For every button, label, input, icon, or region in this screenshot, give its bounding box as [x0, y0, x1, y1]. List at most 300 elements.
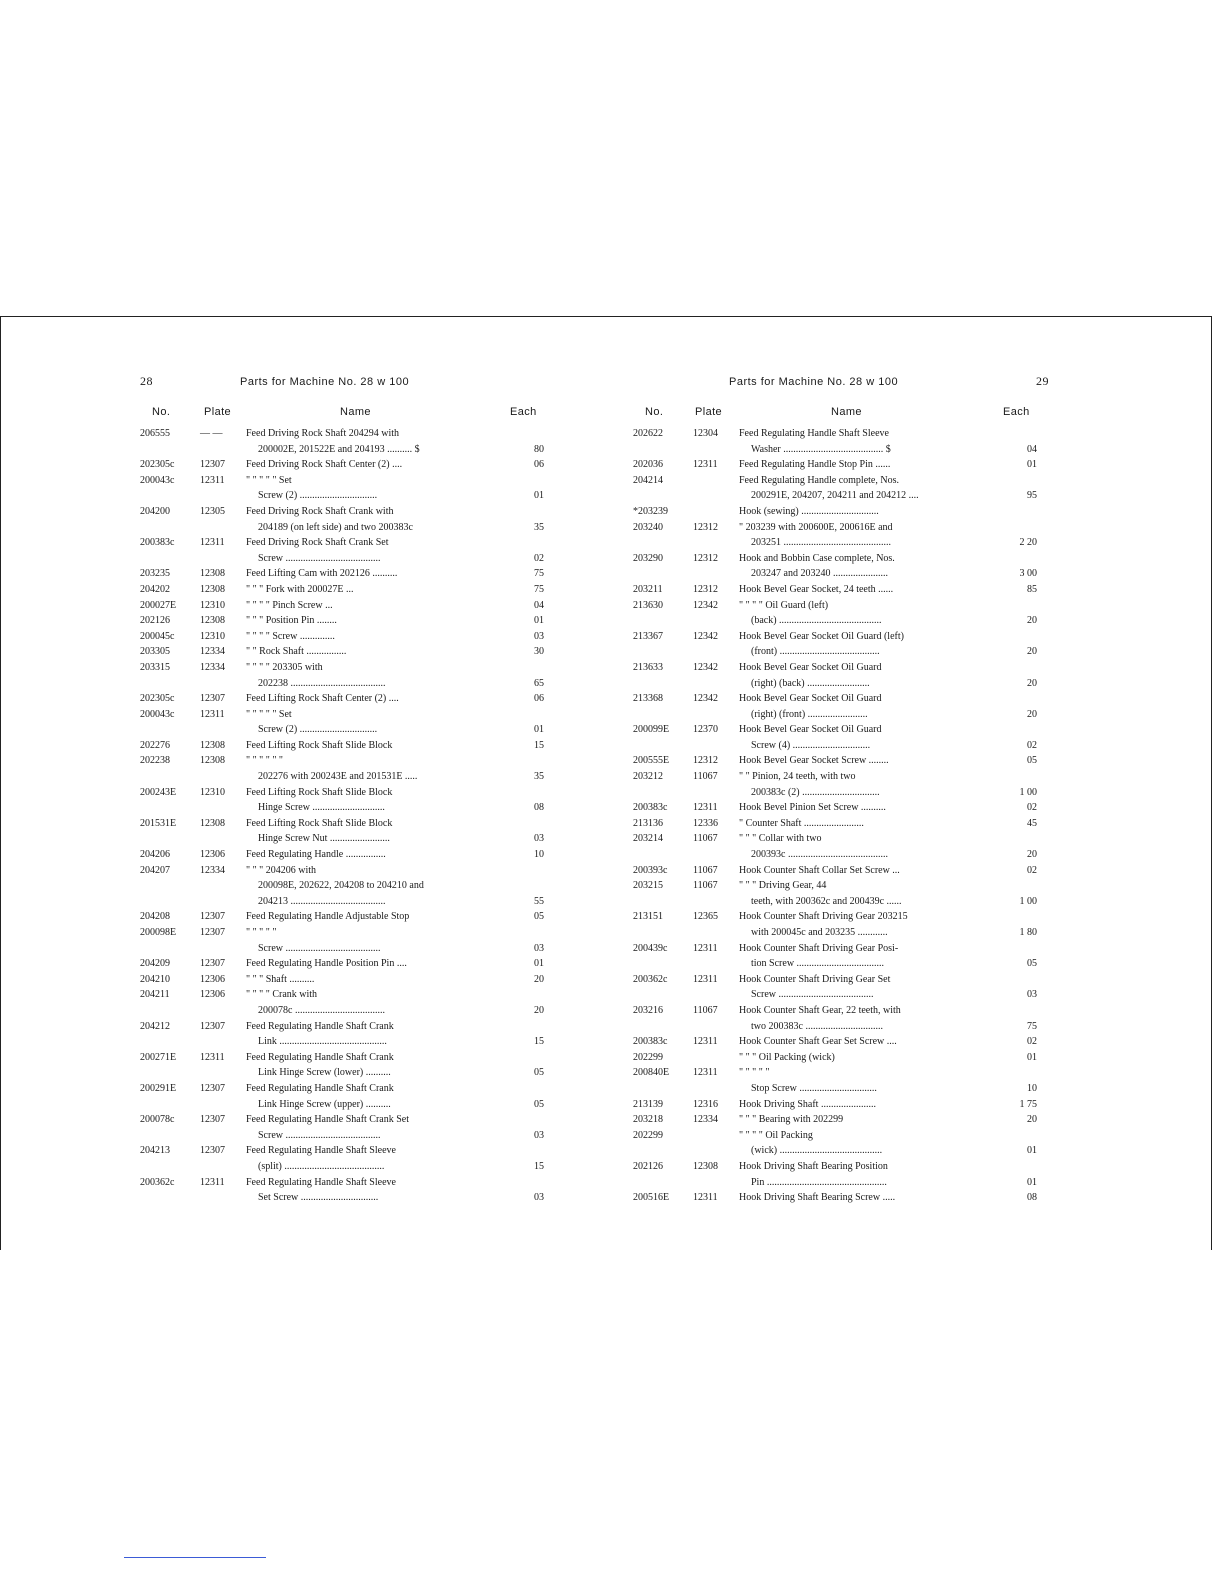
part-name-line: " " " " " — [739, 1067, 770, 1079]
part-name — [739, 909, 995, 940]
part-number: 200439c — [633, 942, 668, 954]
table-row — [140, 582, 548, 598]
part-name — [739, 629, 995, 660]
part-name-line: (wick) ......................................... — [751, 1145, 883, 1157]
price-value: 85 — [1027, 583, 1037, 595]
part-name-line: " " " " Oil Packing — [739, 1129, 813, 1141]
part-number: 202126 — [633, 1160, 663, 1172]
part-name-line: Feed Driving Rock Shaft 204294 with — [246, 428, 400, 439]
header-no: No. — [645, 406, 664, 418]
table-row — [633, 1128, 1041, 1159]
price-each — [502, 473, 548, 504]
part-number: 213367 — [633, 630, 663, 642]
part-name-line: Hook Bevel Gear Socket Oil Guard — [739, 693, 882, 705]
part-number: 202305c — [140, 693, 175, 705]
page-number: 28 — [140, 374, 153, 388]
part-name-line: 204189 (on left side) and two 200383c — [258, 521, 413, 533]
part-number: 200393c — [633, 864, 668, 876]
part-number: 200516E — [633, 1192, 670, 1204]
part-number: 204213 — [140, 1145, 170, 1157]
plate-number: 12304 — [693, 428, 718, 439]
price-each — [995, 1050, 1041, 1066]
part-name-line: Feed Lifting Cam with 202126 .......... — [246, 568, 398, 580]
price-each — [502, 582, 548, 598]
plate-number: 11067 — [693, 771, 718, 783]
part-name-line: (front) ........................................ — [751, 646, 880, 658]
price-each — [502, 691, 548, 707]
plate-number — [693, 504, 739, 520]
price-each — [502, 629, 548, 645]
part-name-line: Link ........................................... — [258, 1036, 387, 1048]
part-number: 204208 — [140, 911, 170, 923]
part-number: 200243E — [140, 786, 177, 798]
part-number: 213136 — [633, 817, 663, 829]
price-each — [995, 598, 1041, 629]
price-value: 03 — [1027, 989, 1037, 1001]
part-name-line: " " " Shaft .......... — [246, 973, 315, 985]
part-number: 213139 — [633, 1098, 663, 1110]
table-row — [633, 457, 1041, 473]
part-name-line: Hinge Screw Nut ........................ — [258, 833, 390, 845]
price-value: 03 — [534, 1192, 544, 1204]
plate-number: 12311 — [693, 1192, 718, 1204]
plate-number: — — — [200, 428, 223, 439]
price-each — [995, 909, 1041, 940]
part-name-line: " " " " " " — [246, 755, 283, 767]
price-each — [502, 598, 548, 614]
table-row — [633, 426, 1041, 457]
column-headers — [633, 406, 1041, 426]
part-name — [246, 972, 502, 988]
table-row — [633, 1159, 1041, 1190]
price-each — [995, 816, 1041, 832]
part-name — [246, 909, 502, 925]
part-number: 200362c — [633, 973, 668, 985]
part-name — [246, 987, 502, 1018]
part-name-line: Hook Driving Shaft Bearing Position — [739, 1160, 888, 1172]
header-plate: Plate — [204, 406, 232, 418]
plate-number: 12310 — [200, 786, 225, 798]
table-row — [633, 1097, 1041, 1113]
part-number: 204206 — [140, 849, 170, 861]
price-each — [995, 1128, 1041, 1159]
table-row — [140, 644, 548, 660]
price-each — [995, 972, 1041, 1003]
price-each — [995, 520, 1041, 551]
part-name — [739, 520, 995, 551]
part-name-line: Screw ...................................... — [751, 989, 874, 1001]
price-value: 95 — [1027, 490, 1037, 502]
part-number: 200043c — [140, 708, 175, 720]
part-name-line: tion Screw ................................... — [751, 958, 885, 970]
table-row — [633, 691, 1041, 722]
price-each — [995, 1159, 1041, 1190]
part-name-line: " " " 204206 with — [246, 864, 317, 876]
part-name — [246, 1050, 502, 1081]
price-value: 01 — [1027, 1051, 1037, 1063]
price-value: 03 — [534, 630, 544, 642]
part-number: 200362c — [140, 1176, 175, 1188]
part-name-line: Feed Driving Rock Shaft Crank with — [246, 505, 394, 517]
part-number: 200840E — [633, 1067, 670, 1079]
part-name-line: 202238 ...................................... — [258, 677, 386, 689]
price-each — [995, 800, 1041, 816]
part-name-line: " " Pinion, 24 teeth, with two — [739, 771, 856, 783]
part-name-line: Feed Regulating Handle Shaft Crank Set — [246, 1114, 410, 1126]
price-each — [995, 582, 1041, 598]
part-name — [739, 753, 995, 769]
price-value: 20 — [1027, 646, 1037, 658]
part-number: 200383c — [633, 1036, 668, 1048]
part-name — [246, 457, 502, 473]
part-name-line: Feed Regulating Handle Shaft Crank — [246, 1020, 394, 1032]
table-row — [140, 738, 548, 754]
price-each — [995, 1097, 1041, 1113]
part-name — [739, 598, 995, 629]
plate-number: 12307 — [200, 911, 225, 923]
price-value: 05 — [534, 1098, 544, 1110]
plate-number: 12310 — [200, 630, 225, 642]
price-value: 55 — [534, 895, 544, 907]
price-value: 20 — [1027, 849, 1037, 861]
table-row — [633, 800, 1041, 816]
plate-number: 12311 — [693, 1067, 718, 1079]
price-value: 10 — [1027, 1082, 1037, 1094]
part-name-line: " " " Bearing with 202299 — [739, 1114, 844, 1126]
price-value: 01 — [1027, 1176, 1037, 1188]
part-number: 203214 — [633, 833, 663, 845]
price-value: 15 — [534, 1160, 544, 1172]
price-each — [502, 1081, 548, 1112]
part-name-line: (right) (front) ........................ — [751, 708, 868, 720]
price-value: 15 — [534, 739, 544, 751]
part-name-line: two 200383c ............................... — [751, 1020, 883, 1032]
part-name — [246, 566, 502, 582]
table-row — [633, 1003, 1041, 1034]
plate-number: 12312 — [693, 755, 718, 767]
price-each — [995, 426, 1041, 457]
part-number: 204211 — [140, 989, 170, 1001]
page-border-right — [1211, 316, 1212, 1250]
table-row — [140, 925, 548, 956]
table-row — [140, 1175, 548, 1206]
table-row — [633, 878, 1041, 909]
part-number: 203216 — [633, 1004, 663, 1016]
page-border-top — [0, 316, 1212, 317]
part-number: 203212 — [633, 771, 663, 783]
part-name — [246, 473, 502, 504]
part-number: 202299 — [633, 1129, 663, 1141]
part-name-line: with 200045c and 203235 ............ — [751, 927, 888, 938]
part-name-line: Screw (4) ............................... — [751, 739, 871, 751]
price-value: 02 — [534, 552, 544, 564]
price-value: 05 — [1027, 755, 1037, 767]
table-row — [633, 598, 1041, 629]
price-value: 01 — [1027, 1145, 1037, 1157]
part-name-line: Feed Regulating Handle Shaft Crank — [246, 1051, 394, 1063]
part-name-line: 200383c (2) ............................... — [751, 786, 880, 798]
price-value: 08 — [1027, 1192, 1037, 1204]
part-name — [739, 426, 995, 457]
table-row — [140, 457, 548, 473]
plate-number: 12311 — [200, 1176, 225, 1188]
price-each — [502, 863, 548, 910]
part-name — [246, 504, 502, 535]
price-each — [502, 738, 548, 754]
price-each — [995, 1034, 1041, 1050]
left-page — [140, 374, 548, 1206]
part-name-line: Feed Regulating Handle Position Pin .... — [246, 958, 407, 970]
part-name — [246, 785, 502, 816]
plate-number: 11067 — [693, 880, 718, 892]
page-header — [140, 374, 548, 396]
price-each — [502, 1175, 548, 1206]
table-row — [633, 1112, 1041, 1128]
part-name-line: Feed Lifting Rock Shaft Slide Block — [246, 817, 393, 829]
part-number: 204210 — [140, 973, 170, 985]
plate-number: 12342 — [693, 599, 718, 611]
part-number: *203239 — [633, 505, 668, 517]
part-number: 203315 — [140, 661, 170, 673]
table-row — [633, 551, 1041, 582]
part-name — [246, 660, 502, 691]
part-name-line: Hook (sewing) ............................... — [739, 505, 879, 517]
table-row — [140, 598, 548, 614]
plate-number: 12334 — [200, 661, 225, 673]
header-no: No. — [152, 406, 171, 418]
price-each — [995, 551, 1041, 582]
price-each — [995, 831, 1041, 862]
price-each — [995, 769, 1041, 800]
part-name-line: " " " Driving Gear, 44 — [739, 880, 827, 892]
price-value: 2 20 — [1019, 537, 1037, 549]
table-row — [633, 504, 1041, 520]
page-title: Parts for Machine No. 28 w 100 — [240, 376, 410, 388]
part-name — [246, 535, 502, 566]
price-each — [502, 753, 548, 784]
part-name — [739, 800, 995, 816]
price-value: 08 — [534, 802, 544, 814]
page-border-left — [0, 316, 1, 1250]
part-name-line: Hook Bevel Gear Socket, 24 teeth ...... — [739, 583, 894, 595]
price-each — [502, 925, 548, 956]
table-row — [633, 769, 1041, 800]
part-number: 204212 — [140, 1020, 170, 1032]
price-each — [502, 566, 548, 582]
price-value: 15 — [534, 1036, 544, 1048]
part-number: 213151 — [633, 911, 663, 923]
plate-number: 12312 — [693, 521, 718, 533]
price-value: 04 — [1027, 443, 1037, 455]
plate-number: 12308 — [200, 568, 225, 580]
part-number: 200043c — [140, 474, 175, 486]
table-row — [140, 691, 548, 707]
table-row — [140, 1050, 548, 1081]
table-row — [140, 1112, 548, 1143]
part-number: 213368 — [633, 693, 663, 705]
price-each — [995, 660, 1041, 691]
scan-underline — [124, 1557, 266, 1558]
part-number: 200098E — [140, 927, 177, 938]
table-row — [633, 520, 1041, 551]
plate-number: 12365 — [693, 911, 718, 923]
header-each: Each — [1003, 406, 1030, 418]
plate-number: 12342 — [693, 661, 718, 673]
table-row — [633, 473, 1041, 504]
part-number: 202126 — [140, 615, 170, 627]
price-value: 75 — [534, 583, 544, 595]
part-name — [739, 1097, 995, 1113]
price-value: 03 — [534, 833, 544, 845]
part-name — [739, 457, 995, 473]
table-row — [140, 660, 548, 691]
plate-number: 12307 — [200, 459, 225, 471]
plate-number: 12342 — [693, 630, 718, 642]
table-row — [140, 707, 548, 738]
price-each — [995, 753, 1041, 769]
price-value: 02 — [1027, 739, 1037, 751]
part-name-line: Hook Counter Shaft Gear Set Screw .... — [739, 1036, 897, 1048]
part-number: 204214 — [633, 474, 663, 486]
part-name-line: Feed Regulating Handle Shaft Crank — [246, 1082, 394, 1094]
part-number: 200383c — [140, 537, 175, 549]
plate-number: 12307 — [200, 927, 225, 938]
part-name — [246, 629, 502, 645]
part-number: 202036 — [633, 459, 663, 471]
plate-number: 12334 — [693, 1114, 718, 1126]
part-number: 203290 — [633, 552, 663, 564]
plate-number: 12307 — [200, 958, 225, 970]
price-value: 06 — [534, 693, 544, 705]
part-number: 204209 — [140, 958, 170, 970]
price-value: 03 — [534, 1129, 544, 1141]
plate-number: 12311 — [200, 537, 225, 549]
table-row — [140, 1081, 548, 1112]
parts-list — [633, 426, 1041, 1206]
part-name-line: Hook Driving Shaft Bearing Screw ..... — [739, 1192, 896, 1204]
part-name — [739, 972, 995, 1003]
price-value: 80 — [534, 443, 544, 455]
part-name-line: Link Hinge Screw (upper) .......... — [258, 1098, 391, 1110]
header-name: Name — [340, 406, 371, 418]
table-row — [633, 582, 1041, 598]
part-name-line: " " " " Crank with — [246, 989, 318, 1001]
plate-number: 12308 — [200, 615, 225, 627]
part-name-line: Feed Regulating Handle complete, Nos. — [739, 474, 899, 486]
part-name — [739, 1190, 995, 1206]
table-row — [633, 972, 1041, 1003]
part-name — [739, 504, 995, 520]
price-each — [995, 1190, 1041, 1206]
page-title: Parts for Machine No. 28 w 100 — [729, 376, 899, 388]
part-number: 203305 — [140, 646, 170, 658]
part-name-line: Screw (2) ............................... — [258, 490, 378, 502]
part-name-line: Screw ...................................... — [258, 1129, 381, 1141]
price-each — [995, 457, 1041, 473]
price-each — [995, 722, 1041, 753]
price-value: 02 — [1027, 802, 1037, 814]
part-name-line: Hook Bevel Gear Socket Screw ........ — [739, 755, 889, 767]
plate-number: 12306 — [200, 849, 225, 861]
price-each — [502, 785, 548, 816]
price-each — [995, 473, 1041, 504]
plate-number: 12307 — [200, 1114, 225, 1126]
part-name — [739, 1159, 995, 1190]
price-each — [995, 1003, 1041, 1034]
table-row — [140, 566, 548, 582]
price-each — [502, 457, 548, 473]
part-name-line: Feed Regulating Handle Stop Pin ...... — [739, 459, 891, 471]
plate-number: 12308 — [200, 739, 225, 751]
part-name-line: Hook and Bobbin Case complete, Nos. — [739, 552, 895, 564]
part-name — [246, 1081, 502, 1112]
part-name-line: 203247 and 203240 ...................... — [751, 568, 888, 580]
page-header — [633, 374, 1049, 396]
price-value: 20 — [1027, 708, 1037, 720]
header-name: Name — [831, 406, 862, 418]
part-name-line: 200291E, 204207, 204211 and 204212 .... — [751, 490, 919, 502]
price-each — [502, 535, 548, 566]
plate-number: 12308 — [200, 755, 225, 767]
plate-number: 12312 — [693, 583, 718, 595]
price-each — [502, 426, 548, 457]
part-name-line: Hook Counter Shaft Gear, 22 teeth, with — [739, 1004, 901, 1016]
price-value: 05 — [1027, 958, 1037, 970]
part-name — [246, 1143, 502, 1174]
part-name — [739, 551, 995, 582]
part-name-line: Feed Regulating Handle Shaft Sleeve — [246, 1176, 396, 1188]
price-value: 20 — [534, 1004, 544, 1016]
part-name — [246, 582, 502, 598]
part-name — [246, 1112, 502, 1143]
part-name-line: Feed Regulating Handle Shaft Sleeve — [739, 428, 889, 439]
part-name-line: " Counter Shaft ........................ — [739, 817, 864, 829]
price-value: 20 — [1027, 615, 1037, 627]
part-name — [246, 1019, 502, 1050]
part-name — [739, 1112, 995, 1128]
plate-number — [693, 1050, 739, 1066]
price-value: 35 — [534, 771, 544, 783]
price-value: 35 — [534, 521, 544, 533]
part-name-line: " " " Position Pin ........ — [246, 615, 337, 627]
plate-number: 11067 — [693, 833, 718, 845]
price-value: 1 80 — [1019, 927, 1037, 938]
price-each — [502, 847, 548, 863]
table-row — [140, 473, 548, 504]
part-name-line: Hook Bevel Gear Socket Oil Guard — [739, 661, 882, 673]
part-number: 204207 — [140, 864, 170, 876]
price-value: 03 — [534, 942, 544, 954]
part-number: 203235 — [140, 568, 170, 580]
price-each — [995, 941, 1041, 972]
price-each — [502, 613, 548, 629]
plate-number: 12334 — [200, 864, 225, 876]
part-number: 203240 — [633, 521, 663, 533]
part-name-line: Screw (2) ............................... — [258, 724, 378, 736]
plate-number: 12311 — [200, 1051, 225, 1063]
plate-number: 12305 — [200, 505, 225, 517]
part-number: 200555E — [633, 755, 670, 767]
table-row — [140, 847, 548, 863]
plate-number: 12307 — [200, 1020, 225, 1032]
price-value: 75 — [534, 568, 544, 580]
price-each — [995, 1065, 1041, 1096]
table-row — [140, 987, 548, 1018]
plate-number: 12307 — [200, 1145, 225, 1157]
part-name-line: Hook Bevel Pinion Set Screw .......... — [739, 802, 886, 814]
price-value: 10 — [534, 849, 544, 861]
part-name — [739, 1034, 995, 1050]
